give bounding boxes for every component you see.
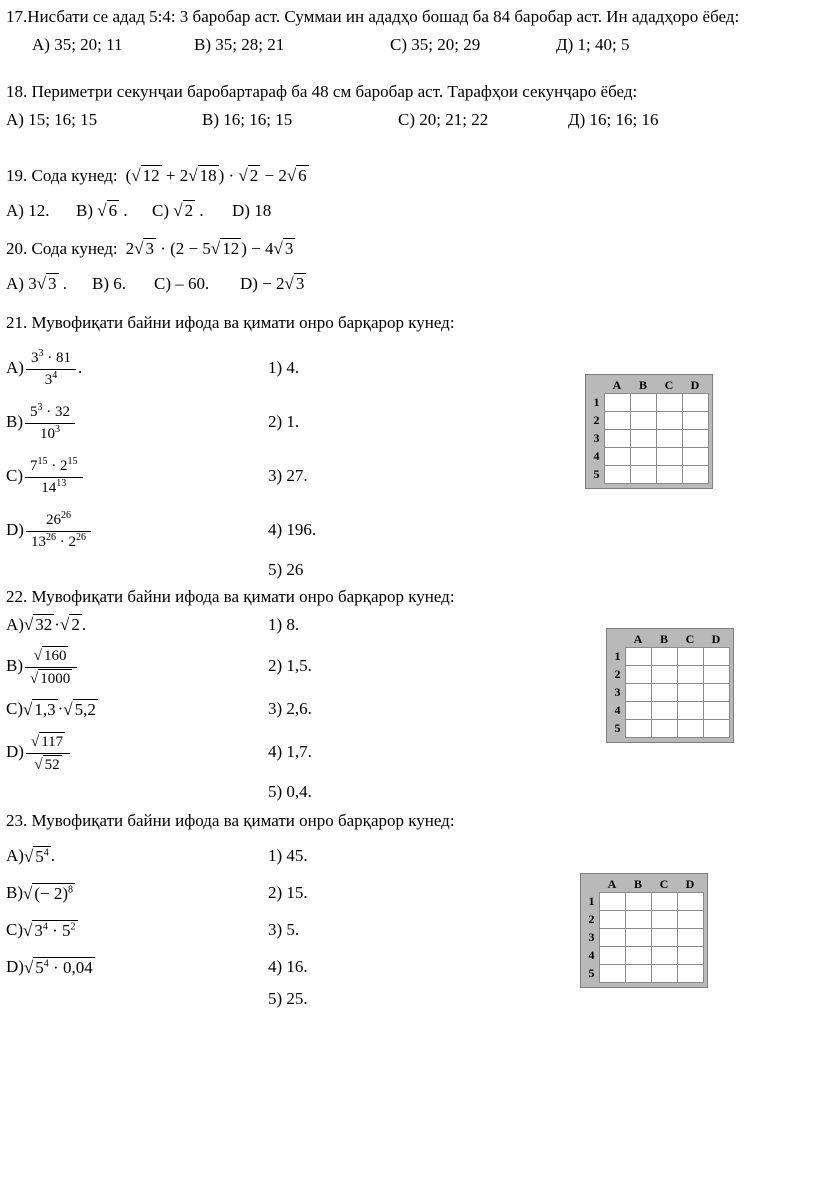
question-17-text: 17.Нисбати се адад 5:4: 3 баробар аст. Суммаи ин ададҳо бошад ба 84 баробар аст. Ин ададҳоро ёбед: xyxy=(6,7,740,26)
q21-match-row-d xyxy=(6,503,808,557)
grid-cell xyxy=(626,666,651,683)
q23-expression-d: D) √ $5^4 \cdot 0,04$ xyxy=(6,957,93,977)
grid-cell xyxy=(626,929,651,946)
q19-option-b: В) √ 6 . xyxy=(76,201,128,220)
grid-cell xyxy=(631,466,656,483)
grid-cell xyxy=(683,394,708,411)
grid-cell xyxy=(678,965,703,982)
question-17 xyxy=(6,6,808,59)
q18-option-a: А) 15; 16; 15 xyxy=(6,109,98,129)
q17-option-d: Д) 1; 40; 5 xyxy=(556,34,630,54)
grid-corner xyxy=(584,876,599,892)
question-21 xyxy=(6,312,808,581)
q22-expression-a: А) √ 32 · √ 2 . xyxy=(6,614,87,634)
question-18-options xyxy=(6,106,808,134)
grid-row-labels xyxy=(610,647,625,738)
answer-grid-23 xyxy=(580,873,708,988)
grid-cell xyxy=(652,947,677,964)
q23-value-1: 1) 45. xyxy=(268,846,308,866)
grid-cell xyxy=(626,684,651,701)
question-17-options xyxy=(6,31,808,59)
grid-cell xyxy=(657,448,682,465)
grid-body xyxy=(584,892,704,983)
q23-match-row-a xyxy=(6,838,808,875)
grid-col-label: B xyxy=(633,877,642,891)
q18-option-b: В) 16; 16; 15 xyxy=(202,109,293,129)
q19-option-a: А) 12. xyxy=(6,200,50,220)
question-20-line xyxy=(6,231,808,267)
q20-option-b: В) 6. xyxy=(92,273,126,293)
grid-cell xyxy=(605,394,630,411)
q17-option-a: А) 35; 20; 11 xyxy=(32,34,123,54)
answer-grid-22 xyxy=(606,628,734,743)
grid-body xyxy=(610,647,730,738)
grid-row-label: 4 xyxy=(588,948,595,962)
grid-row-label: 4 xyxy=(614,703,621,718)
q18-option-c: С) 20; 21; 22 xyxy=(398,109,489,129)
question-19-line xyxy=(6,158,808,194)
grid-cell xyxy=(626,720,651,737)
grid-cell xyxy=(657,394,682,411)
grid-cell xyxy=(678,947,703,964)
q21-value-2: 2) 1. xyxy=(268,412,300,432)
grid-cell xyxy=(683,466,708,483)
grid-cell xyxy=(652,648,677,665)
q22-expression-c: С) √ 1,3 · √ 5,2 xyxy=(6,699,96,719)
question-22 xyxy=(6,586,808,802)
grid-cell xyxy=(678,893,703,910)
q21-value-1: 1) 4. xyxy=(268,358,300,378)
grid-header-row xyxy=(584,876,704,892)
grid-row-label: 5 xyxy=(588,966,595,980)
grid-cell xyxy=(678,684,703,701)
grid-cell xyxy=(704,666,729,683)
question-20-text: 20. Сода кунед: xyxy=(6,238,118,258)
q21-expression-d: D) $\frac{26^{26}}{13^{26} \cdot 2^{26}}$ xyxy=(6,510,268,551)
grid-col-label: A xyxy=(612,377,622,392)
question-18-text: 18. Периметри секунҷаи баробартараф ба 48 см баробар аст. Тарафҳои секунҷаро ёбед: xyxy=(6,81,638,101)
grid-row-label: 2 xyxy=(588,912,595,926)
q23-value-5: 5) 25. xyxy=(268,988,308,1008)
grid-cell xyxy=(657,430,682,447)
q22-expression-d: D) $\frac{√ 117}{√ 52}$ xyxy=(6,731,268,774)
q22-value-1: 1) 8. xyxy=(268,614,300,634)
grid-corner xyxy=(610,631,625,647)
grid-row-label: 1 xyxy=(614,649,621,664)
q17-option-c: С) 35; 20; 29 xyxy=(390,34,481,54)
grid-header-row xyxy=(589,377,709,393)
grid-col-label: A xyxy=(607,877,617,891)
grid-row-label: 3 xyxy=(614,685,621,700)
q22-value-4: 4) 1,7. xyxy=(268,742,312,761)
grid-col-label: A xyxy=(633,632,643,647)
q21-expression-b: В) $\frac{5^3 \cdot 32}{10^3}$ xyxy=(6,402,268,443)
q23-value-3: 3) 5. xyxy=(268,920,300,940)
grid-body xyxy=(589,393,709,484)
q19-option-d: D) 18 xyxy=(232,200,272,220)
grid-cell xyxy=(683,430,708,447)
grid-cell xyxy=(683,412,708,429)
grid-cell xyxy=(626,911,651,928)
grid-col-label: C xyxy=(659,877,669,891)
grid-cell xyxy=(600,947,625,964)
grid-cells xyxy=(604,393,709,484)
grid-cell xyxy=(683,448,708,465)
grid-row-label: 2 xyxy=(593,412,600,427)
grid-col-label: D xyxy=(690,377,700,392)
q22-expression-b: В) $\frac{√ 160}{√ 1000}$ xyxy=(6,645,268,688)
q20-option-a: А) 3√ 3 . xyxy=(6,274,68,293)
grid-cell xyxy=(704,648,729,665)
grid-cell xyxy=(605,430,630,447)
grid-cell xyxy=(600,965,625,982)
q22-value-5: 5) 0,4. xyxy=(268,782,312,801)
q18-option-d: Д) 16; 16; 16 xyxy=(568,109,659,129)
grid-col-label: C xyxy=(664,377,674,392)
question-19-text: 19. Сода кунед: xyxy=(6,165,118,185)
grid-row-label: 1 xyxy=(593,394,600,409)
grid-row-label: 1 xyxy=(588,894,595,908)
q21-value-4: 4) 196. xyxy=(268,520,317,540)
question-18 xyxy=(6,81,808,134)
q21-value-5: 5) 26 xyxy=(268,560,304,580)
grid-cell xyxy=(678,929,703,946)
grid-cell xyxy=(652,911,677,928)
grid-cell xyxy=(631,412,656,429)
q22-value-3: 3) 2,6. xyxy=(268,699,312,718)
grid-cell xyxy=(704,702,729,719)
grid-cell xyxy=(631,430,656,447)
grid-col-label: D xyxy=(685,877,695,891)
question-20 xyxy=(6,231,808,298)
grid-cells xyxy=(599,892,704,983)
question-21-text: 21. Мувофиқати байни ифода ва қимати онро барқарор кунед: xyxy=(6,312,455,332)
grid-cell xyxy=(678,666,703,683)
grid-row-labels xyxy=(589,393,604,484)
q23-value-4: 4) 16. xyxy=(268,957,308,977)
q22-value-2: 2) 1,5. xyxy=(268,656,312,675)
q20-option-d: D) − 2√ 3 xyxy=(240,274,305,293)
grid-cell xyxy=(652,965,677,982)
grid-col-label: C xyxy=(685,632,695,647)
answer-grid-21 xyxy=(585,374,713,489)
q23-expression-a: А) √ $5^4$ . xyxy=(6,846,56,866)
grid-cell xyxy=(678,648,703,665)
grid-cell xyxy=(652,684,677,701)
grid-cell xyxy=(704,684,729,701)
grid-cell xyxy=(652,702,677,719)
grid-col-label: B xyxy=(659,632,668,647)
grid-row-label: 5 xyxy=(614,721,621,736)
grid-row-label: 5 xyxy=(593,466,600,481)
question-23-text: 23. Мувофиқати байни ифода ва қимати онро барқарор кунед: xyxy=(6,811,455,830)
grid-cell xyxy=(652,929,677,946)
q20-option-c: С) – 60. xyxy=(154,273,210,293)
q19-option-c: С) √ 2 . xyxy=(152,201,204,220)
grid-cell xyxy=(652,893,677,910)
grid-cell xyxy=(605,448,630,465)
grid-cell xyxy=(626,947,651,964)
question-19-options xyxy=(6,197,808,225)
question-20-formula: 2√ 3 · (2 − 5√ 12 ) − 4√ 3 xyxy=(125,239,294,258)
grid-corner xyxy=(589,377,604,393)
grid-cell xyxy=(678,720,703,737)
q23-expression-c: С) √ $3^4 \cdot 5^2$ xyxy=(6,920,76,940)
grid-col-label: B xyxy=(638,377,647,392)
q21-expression-a: А) $\frac{3^3 \cdot 81}{3^4}$ . xyxy=(6,347,83,388)
grid-row-label: 3 xyxy=(588,930,595,944)
grid-row-label: 4 xyxy=(593,448,600,463)
grid-cell xyxy=(626,702,651,719)
question-20-options xyxy=(6,270,808,298)
question-19 xyxy=(6,158,808,225)
q21-value-3: 3) 27. xyxy=(268,466,308,486)
grid-cell xyxy=(605,466,630,483)
question-19-formula: (√ 12 + 2√ 18 ) · √ 2 − 2√ 6 xyxy=(125,166,307,185)
grid-cell xyxy=(678,911,703,928)
grid-cell xyxy=(652,720,677,737)
grid-cell xyxy=(652,666,677,683)
question-23 xyxy=(6,810,808,1009)
grid-cell xyxy=(600,929,625,946)
grid-cells xyxy=(625,647,730,738)
q23-expression-b: В) √ (− 2)$^8$ xyxy=(6,883,74,903)
q23-value-2: 2) 15. xyxy=(268,883,308,903)
grid-row-label: 3 xyxy=(593,430,600,445)
grid-cell xyxy=(626,648,651,665)
grid-cell xyxy=(600,893,625,910)
q21-expression-c: С) $\frac{7^{15} \cdot 2^{15}}{14^{13}}$ xyxy=(6,456,268,497)
grid-col-label: D xyxy=(711,632,721,647)
grid-cell xyxy=(626,893,651,910)
q17-option-b: В) 35; 28; 21 xyxy=(194,34,285,54)
grid-cell xyxy=(704,720,729,737)
grid-cell xyxy=(605,412,630,429)
grid-cell xyxy=(631,394,656,411)
grid-header-row xyxy=(610,631,730,647)
grid-cell xyxy=(631,448,656,465)
grid-row-label: 2 xyxy=(614,667,621,682)
grid-cell xyxy=(657,412,682,429)
grid-cell xyxy=(657,466,682,483)
grid-cell xyxy=(678,702,703,719)
grid-cell xyxy=(626,965,651,982)
question-22-text: 22. Мувофиқати байни ифода ва қимати онро барқарор кунед: xyxy=(6,587,455,607)
grid-cell xyxy=(600,911,625,928)
grid-row-labels xyxy=(584,892,599,983)
